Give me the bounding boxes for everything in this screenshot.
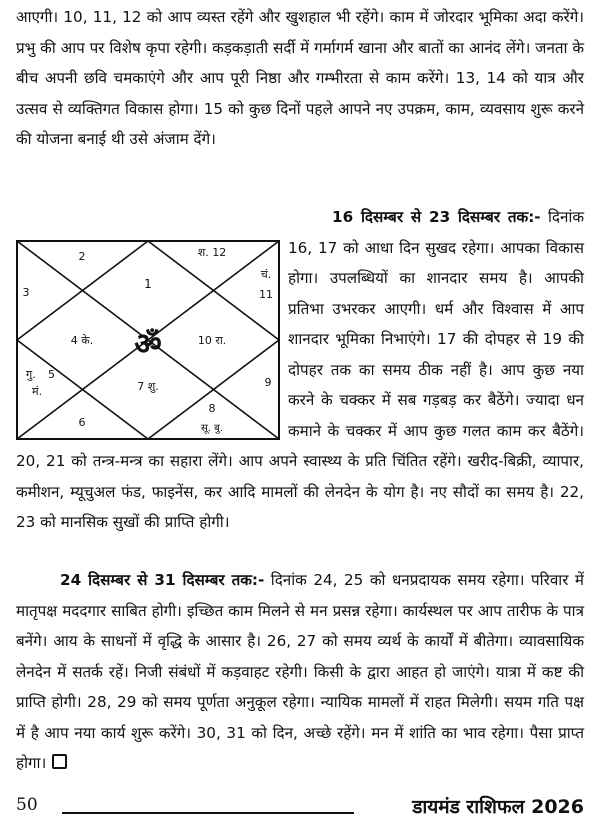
house-12: श. 12	[197, 246, 227, 259]
om-symbol: ॐ	[134, 327, 162, 362]
publication-title: डायमंड राशिफल 2026	[412, 796, 584, 818]
section-24-31-december	[16, 565, 584, 779]
house-11: 11	[259, 288, 273, 301]
house-8: 8	[208, 402, 216, 415]
house-10: 10 रा.	[197, 334, 227, 347]
section-body-24-31: दिनांक 24, 25 को धनप्रदायक समय रहेगा। परिवार में मातृपक्ष मददगार साबित होगी। इच्छित काम मिलने से मन प्रसन्न रहेगा। कार्यस्थल पर आप तारीफ के पात्र बनेंगे। आय के साधनों में वृद्धि के आसार है। 26, 27 को समय व्यर्थ के कार्यों में बीतेगा। व्यावसायिक लेनदेन में सतर्क रहें। निजी संबंधों में कड़वाहट रहेगी। किसी के द्वारा आहत हो जाएंगे। यात्रा में कष्ट की प्राप्ति होगी। 28, 29 को समय पूर्णता अनुकूल रहेगा। न्यायिक मामलों में राहत मिलेगी। सयम गति पक्ष में है आप नया कार्य शुरू करेंगे। 30, 31 को दिन, अच्छे रहेंगे। मन में शांति का भाव रहेगा। पैसा प्राप्त होगा।	[16, 571, 585, 772]
house-1: 1	[144, 277, 152, 291]
section-heading-16-23: 16 दिसम्बर से 23 दिसम्बर तक:-	[332, 208, 541, 226]
section-heading-24-31: 24 दिसम्बर से 31 दिसम्बर तक:-	[60, 571, 265, 589]
house-6: 6	[78, 416, 86, 429]
house-5-planets-b: मं.	[32, 385, 43, 398]
house-5: 5	[48, 368, 55, 381]
house-7: 7 शु.	[137, 380, 159, 393]
end-box-icon	[52, 754, 67, 769]
intro-paragraph: आएगी। 10, 11, 12 को आप व्यस्त रहेंगे और खुशहाल भी रहेंगे। काम में जोरदार भूमिका अदा करेंगे। प्रभु की आप पर विशेष कृपा रहेगी। कड़कड़ाती सर्दी में गर्मागर्म खाना और बातों का आनंद लेंगे। जनता के बीच अपनी छवि चमकाएंगे और आप पूरी निष्ठा और गम्भीरता से काम करेंगे। 13, 14 को यात्र और उत्सव से व्यक्तिगत विकास होगा। 15 को कुछ दिनों पहले आपने नए उपक्रम, काम, व्यवसाय शुरू करने की योजना बनाई थी उसे अंजाम देंगे।	[16, 8, 584, 148]
house-8-planets: सू. बु.	[200, 423, 224, 434]
section-body-16-23: दिनांक 16, 17 को आधा दिन सुखद रहेगा। आपका विकास होगा। उपलब्धियों का शानदार समय है। आपकी प्रतिभा उभरकर आएगी। धर्म और विश्वास में आप शानदार भूमिका निभाएंगे। 17 की दोपहर से 19 की दोपहर तक का समय ठीक नहीं है। आप कुछ नया करने के चक्कर में सब गड़बड़ कर बैठेंगे। ज्यादा धन कमाने के चक्कर में आप कुछ गलत काम कर बैठेंगे। 20, 21 को तन्त्र-मन्त्र का सहारा लेंगे। आप अपने स्वास्थ्य के प्रति चिंतित रहेंगे। खरीद-बिक्री, व्यापार, कमीशन, म्यूचुअल फंड, फाइनेंस, कर आदि मामलों की लेनदेन के योग है। नए सौदों का समय है। 22, 23 को मानसिक सुखों की प्राप्ति होगी।	[16, 208, 585, 531]
kundli-chart	[16, 240, 280, 440]
kundli-diagram	[16, 240, 280, 440]
house-2: 2	[78, 250, 86, 263]
page-number: 50	[16, 795, 38, 815]
house-3: 3	[22, 286, 30, 299]
house-11-planet: चं.	[260, 268, 272, 281]
house-5-planets-a: गु.	[26, 368, 36, 381]
page-footer	[16, 793, 584, 823]
house-9: 9	[264, 376, 272, 389]
footer-rule	[62, 812, 354, 814]
house-4: 4 के.	[70, 334, 94, 347]
